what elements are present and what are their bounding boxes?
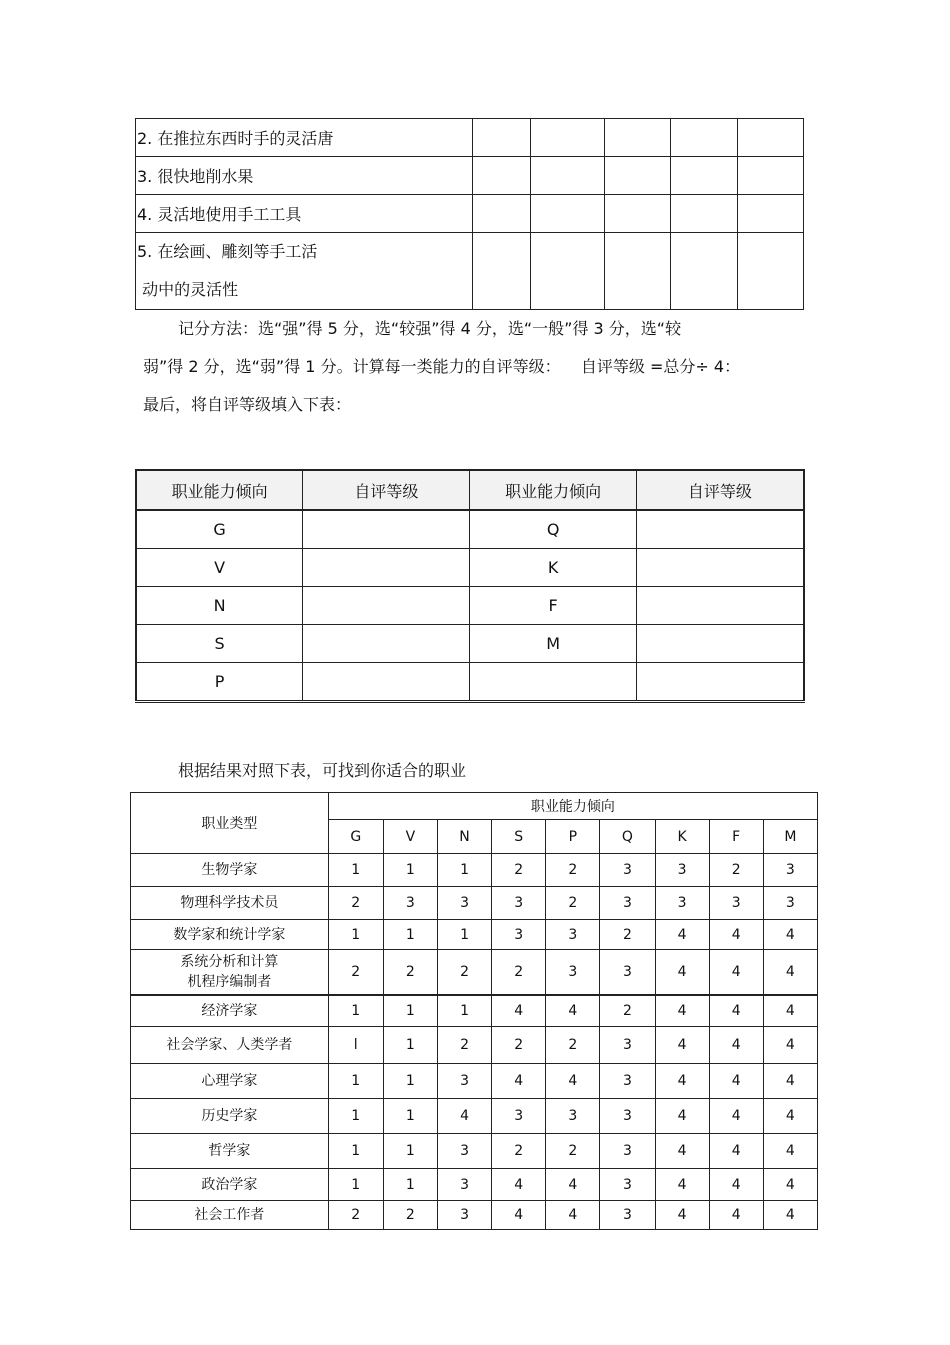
- instruction-line: 最后，将自评等级填入下表：: [143, 395, 352, 414]
- rating-input-cell[interactable]: [636, 663, 804, 702]
- rating-cell[interactable]: [738, 195, 804, 233]
- rating-input-cell[interactable]: [636, 549, 804, 587]
- rating-cell[interactable]: [473, 119, 531, 157]
- aptitude-value-cell: 1: [328, 854, 383, 887]
- table-row: [131, 1201, 818, 1230]
- aptitude-value-cell: 2: [492, 854, 546, 887]
- aptitude-column-header: K: [655, 820, 709, 854]
- aptitude-value-cell: 4: [546, 1064, 600, 1099]
- aptitude-value-cell: 3: [600, 1027, 655, 1064]
- table-row: [131, 1134, 818, 1169]
- aptitude-code: G: [136, 510, 303, 549]
- aptitude-value-cell: 2: [383, 1201, 437, 1230]
- aptitude-code: P: [136, 663, 303, 702]
- aptitude-value-cell: 2: [709, 854, 763, 887]
- table-row: [136, 157, 804, 195]
- aptitude-value-cell: 4: [492, 1201, 546, 1230]
- rating-cell[interactable]: [670, 195, 738, 233]
- aptitude-value-cell: 2: [383, 950, 437, 995]
- instruction-line: 弱”得 2 分，选“弱”得 1 分。计算每一类能力的自评等级： 自评等级 =总分÷ 4：: [143, 357, 741, 376]
- rating-cell[interactable]: [738, 119, 804, 157]
- aptitude-value-cell: 3: [437, 1169, 491, 1201]
- column-header: 职业能力倾向: [136, 470, 303, 510]
- table-row: [136, 510, 804, 549]
- table-header-row: [136, 470, 804, 510]
- aptitude-value-cell: 1: [383, 1027, 437, 1064]
- job-type-line: 数学家和统计学家: [173, 926, 286, 943]
- aptitude-column-header: P: [546, 820, 600, 854]
- aptitude-value-cell: 1: [383, 995, 437, 1027]
- aptitude-value-cell: 4: [492, 1169, 546, 1201]
- aptitude-value-cell: 1: [328, 1099, 383, 1134]
- aptitude-value-cell: 1: [328, 995, 383, 1027]
- column-header: 职业能力倾向: [470, 470, 636, 510]
- job-type-line: 哲学家: [208, 1143, 251, 1159]
- aptitude-column-header: M: [763, 820, 817, 854]
- aptitude-value-cell: 3: [437, 1201, 491, 1230]
- aptitude-value-cell: 3: [655, 887, 709, 920]
- job-type-header: 职业类型: [131, 793, 329, 854]
- item-label: 2. 在推拉东西时手的灵活唐: [136, 119, 473, 157]
- rating-cell[interactable]: [473, 157, 531, 195]
- aptitude-code: F: [470, 587, 636, 625]
- lookup-caption: 根据结果对照下表，可找到你适合的职业: [178, 761, 467, 780]
- job-type-line: 心理学家: [201, 1073, 258, 1089]
- aptitude-column-header: N: [437, 820, 491, 854]
- aptitude-column-header: S: [492, 820, 546, 854]
- aptitude-value-cell: 1: [383, 1099, 437, 1134]
- aptitude-value-cell: 2: [328, 950, 383, 995]
- job-type-line: 经济学家: [201, 1002, 258, 1019]
- rating-cell[interactable]: [605, 195, 671, 233]
- job-type-cell: [131, 1134, 329, 1169]
- aptitude-value-cell: 3: [437, 1134, 491, 1169]
- aptitude-value-cell: 4: [655, 1099, 709, 1134]
- aptitude-value-cell: 4: [655, 920, 709, 950]
- rating-cell[interactable]: [738, 233, 804, 310]
- aptitude-value-cell: 4: [709, 1099, 763, 1134]
- rating-cell[interactable]: [473, 233, 531, 310]
- rating-input-cell[interactable]: [636, 587, 804, 625]
- aptitude-value-cell: 4: [763, 1201, 817, 1230]
- column-header: 自评等级: [636, 470, 804, 510]
- aptitude-value-cell: 4: [655, 950, 709, 995]
- instruction-text: 记分方法：选“强”得 5 分，选“较强”得 4 分，选“一般”得 3 分，选“较: [178, 319, 682, 338]
- job-type-cell: [131, 995, 329, 1027]
- aptitude-value-cell: 3: [763, 887, 817, 920]
- aptitude-value-cell: 3: [600, 950, 655, 995]
- rating-cell[interactable]: [530, 119, 604, 157]
- aptitude-value-cell: 3: [546, 950, 600, 995]
- aptitude-value-cell: 3: [600, 1064, 655, 1099]
- self-rating-table: [135, 469, 805, 703]
- rating-input-cell[interactable]: [303, 625, 470, 663]
- table-header-row: [131, 793, 818, 820]
- aptitude-value-cell: 4: [492, 995, 546, 1027]
- aptitude-value-cell: 4: [763, 1134, 817, 1169]
- rating-cell[interactable]: [670, 157, 738, 195]
- aptitude-value-cell: 4: [709, 920, 763, 950]
- job-type-line: 物理科学技术员: [180, 895, 279, 911]
- scoring-instructions: [143, 310, 805, 424]
- table-row: [131, 854, 818, 887]
- rating-input-cell[interactable]: [636, 625, 804, 663]
- aptitude-value-cell: 4: [655, 1201, 709, 1230]
- aptitude-value-cell: 1: [383, 854, 437, 887]
- aptitude-group-header: 职业能力倾向: [328, 793, 817, 820]
- aptitude-value-cell: 3: [546, 920, 600, 950]
- aptitude-value-cell: 3: [437, 1064, 491, 1099]
- aptitude-value-cell: 4: [709, 950, 763, 995]
- aptitude-code: Q: [470, 510, 636, 549]
- aptitude-value-cell: 4: [655, 1169, 709, 1201]
- job-type-line: 社会学家、人类学者: [166, 1037, 293, 1053]
- job-type-line: 机程序编制者: [187, 973, 272, 990]
- rating-cell[interactable]: [473, 195, 531, 233]
- aptitude-value-cell: 2: [492, 1134, 546, 1169]
- aptitude-value-cell: 4: [655, 1027, 709, 1064]
- rating-cell[interactable]: [530, 157, 604, 195]
- job-type-line: 系统分析和计算: [180, 953, 279, 970]
- job-type-line: 政治学家: [201, 1176, 258, 1193]
- aptitude-value-cell: 2: [328, 1201, 383, 1230]
- aptitude-value-cell: 1: [383, 920, 437, 950]
- aptitude-value-cell: 4: [709, 1027, 763, 1064]
- aptitude-value-cell: 4: [709, 1134, 763, 1169]
- table-row: [136, 195, 804, 233]
- aptitude-value-cell: 3: [492, 1099, 546, 1134]
- job-type-cell: [131, 1027, 329, 1064]
- aptitude-value-cell: 2: [600, 995, 655, 1027]
- rating-input-cell[interactable]: [303, 587, 470, 625]
- rating-input-cell[interactable]: [636, 510, 804, 549]
- aptitude-column-header: G: [328, 820, 383, 854]
- table-row: [131, 1169, 818, 1201]
- aptitude-value-cell: 3: [600, 854, 655, 887]
- table-row: [136, 663, 804, 702]
- aptitude-value-cell: 4: [709, 1201, 763, 1230]
- aptitude-value-cell: 1: [328, 1169, 383, 1201]
- aptitude-value-cell: 3: [492, 887, 546, 920]
- aptitude-value-cell: 1: [437, 920, 491, 950]
- aptitude-value-cell: 4: [546, 1201, 600, 1230]
- job-type-cell: [131, 1201, 329, 1230]
- job-type-cell: [131, 950, 329, 995]
- item-label: 4. 灵活地使用手工工具: [136, 195, 473, 233]
- job-type-cell: [131, 1064, 329, 1099]
- aptitude-value-cell: 4: [655, 1064, 709, 1099]
- job-type-cell: [131, 854, 329, 887]
- aptitude-value-cell: 3: [492, 920, 546, 950]
- table-row: [136, 119, 804, 157]
- aptitude-value-cell: 3: [600, 1099, 655, 1134]
- table-row: [131, 887, 818, 920]
- job-type-line: 生物学家: [201, 862, 258, 878]
- aptitude-value-cell: 2: [437, 1027, 491, 1064]
- aptitude-value-cell: 3: [600, 1169, 655, 1201]
- aptitude-code: [470, 663, 636, 702]
- aptitude-value-cell: 2: [492, 1027, 546, 1064]
- aptitude-value-cell: 2: [546, 887, 600, 920]
- aptitude-code: M: [470, 625, 636, 663]
- aptitude-value-cell: 1: [437, 995, 491, 1027]
- aptitude-value-cell: 4: [763, 1064, 817, 1099]
- table-row: [131, 1027, 818, 1064]
- rating-cell[interactable]: [530, 233, 604, 310]
- job-type-cell: [131, 1169, 329, 1201]
- rating-table: [135, 118, 804, 310]
- aptitude-value-cell: 4: [437, 1099, 491, 1134]
- aptitude-value-cell: 2: [492, 950, 546, 995]
- aptitude-value-cell: 1: [328, 1064, 383, 1099]
- rating-cell[interactable]: [605, 157, 671, 195]
- job-type-line: 历史学家: [201, 1108, 258, 1124]
- aptitude-value-cell: 4: [763, 1099, 817, 1134]
- occupation-table: [130, 792, 818, 1230]
- aptitude-value-cell: 4: [546, 1169, 600, 1201]
- aptitude-value-cell: 4: [546, 995, 600, 1027]
- aptitude-value-cell: 3: [655, 854, 709, 887]
- aptitude-value-cell: 4: [655, 1134, 709, 1169]
- table-row: [136, 625, 804, 663]
- aptitude-value-cell: 4: [763, 995, 817, 1027]
- aptitude-value-cell: 3: [437, 887, 491, 920]
- aptitude-value-cell: 1: [328, 920, 383, 950]
- aptitude-column-header: F: [709, 820, 763, 854]
- aptitude-value-cell: 4: [655, 995, 709, 1027]
- aptitude-value-cell: 4: [763, 1027, 817, 1064]
- aptitude-value-cell: 3: [763, 854, 817, 887]
- aptitude-value-cell: 2: [600, 920, 655, 950]
- table-row: [131, 950, 818, 995]
- item-label: 3. 很快地削水果: [136, 157, 473, 195]
- aptitude-value-cell: 2: [437, 950, 491, 995]
- aptitude-column-header: Q: [600, 820, 655, 854]
- rating-input-cell[interactable]: [303, 663, 470, 702]
- rating-cell[interactable]: [670, 119, 738, 157]
- job-type-line: 社会工作者: [194, 1207, 265, 1223]
- aptitude-value-cell: 4: [763, 920, 817, 950]
- aptitude-code: V: [136, 549, 303, 587]
- aptitude-value-cell: 3: [600, 887, 655, 920]
- table-row: [131, 1064, 818, 1099]
- job-type-cell: [131, 887, 329, 920]
- item-label-line: 5. 在绘画、雕刻等手工活: [137, 242, 318, 261]
- rating-cell[interactable]: [670, 233, 738, 310]
- aptitude-value-cell: 4: [709, 1169, 763, 1201]
- item-label-line: 动中的灵活性: [137, 280, 239, 299]
- aptitude-value-cell: 3: [383, 887, 437, 920]
- aptitude-value-cell: 2: [546, 854, 600, 887]
- aptitude-value-cell: 3: [600, 1134, 655, 1169]
- aptitude-value-cell: 3: [600, 1201, 655, 1230]
- aptitude-value-cell: 4: [492, 1064, 546, 1099]
- aptitude-value-cell: 1: [383, 1169, 437, 1201]
- aptitude-code: K: [470, 549, 636, 587]
- table-row: [131, 1099, 818, 1134]
- aptitude-value-cell: 2: [546, 1134, 600, 1169]
- table-row: [136, 587, 804, 625]
- aptitude-value-cell: 1: [437, 854, 491, 887]
- aptitude-value-cell: 4: [709, 995, 763, 1027]
- column-header: 自评等级: [303, 470, 470, 510]
- aptitude-value-cell: 4: [763, 950, 817, 995]
- aptitude-value-cell: 3: [709, 887, 763, 920]
- aptitude-value-cell: 4: [763, 1169, 817, 1201]
- instruction-line: [143, 310, 805, 348]
- aptitude-value-cell: 4: [709, 1064, 763, 1099]
- aptitude-value-cell: 2: [328, 887, 383, 920]
- aptitude-column-header: V: [383, 820, 437, 854]
- aptitude-code: S: [136, 625, 303, 663]
- aptitude-code: N: [136, 587, 303, 625]
- rating-cell[interactable]: [605, 119, 671, 157]
- table-row: [131, 995, 818, 1027]
- aptitude-value-cell: 1: [383, 1134, 437, 1169]
- aptitude-value-cell: 2: [546, 1027, 600, 1064]
- aptitude-value-cell: 1: [328, 1134, 383, 1169]
- rating-cell[interactable]: [738, 157, 804, 195]
- job-type-cell: [131, 920, 329, 950]
- job-type-cell: [131, 1099, 329, 1134]
- rating-cell[interactable]: [605, 233, 671, 310]
- rating-input-cell[interactable]: [303, 549, 470, 587]
- rating-input-cell[interactable]: [303, 510, 470, 549]
- table-row: [136, 233, 804, 310]
- rating-cell[interactable]: [530, 195, 604, 233]
- aptitude-value-cell: 3: [546, 1099, 600, 1134]
- table-row: [131, 920, 818, 950]
- aptitude-value-cell: 1: [383, 1064, 437, 1099]
- table-row: [136, 549, 804, 587]
- item-label: [136, 233, 473, 310]
- aptitude-value-cell: l: [328, 1027, 383, 1064]
